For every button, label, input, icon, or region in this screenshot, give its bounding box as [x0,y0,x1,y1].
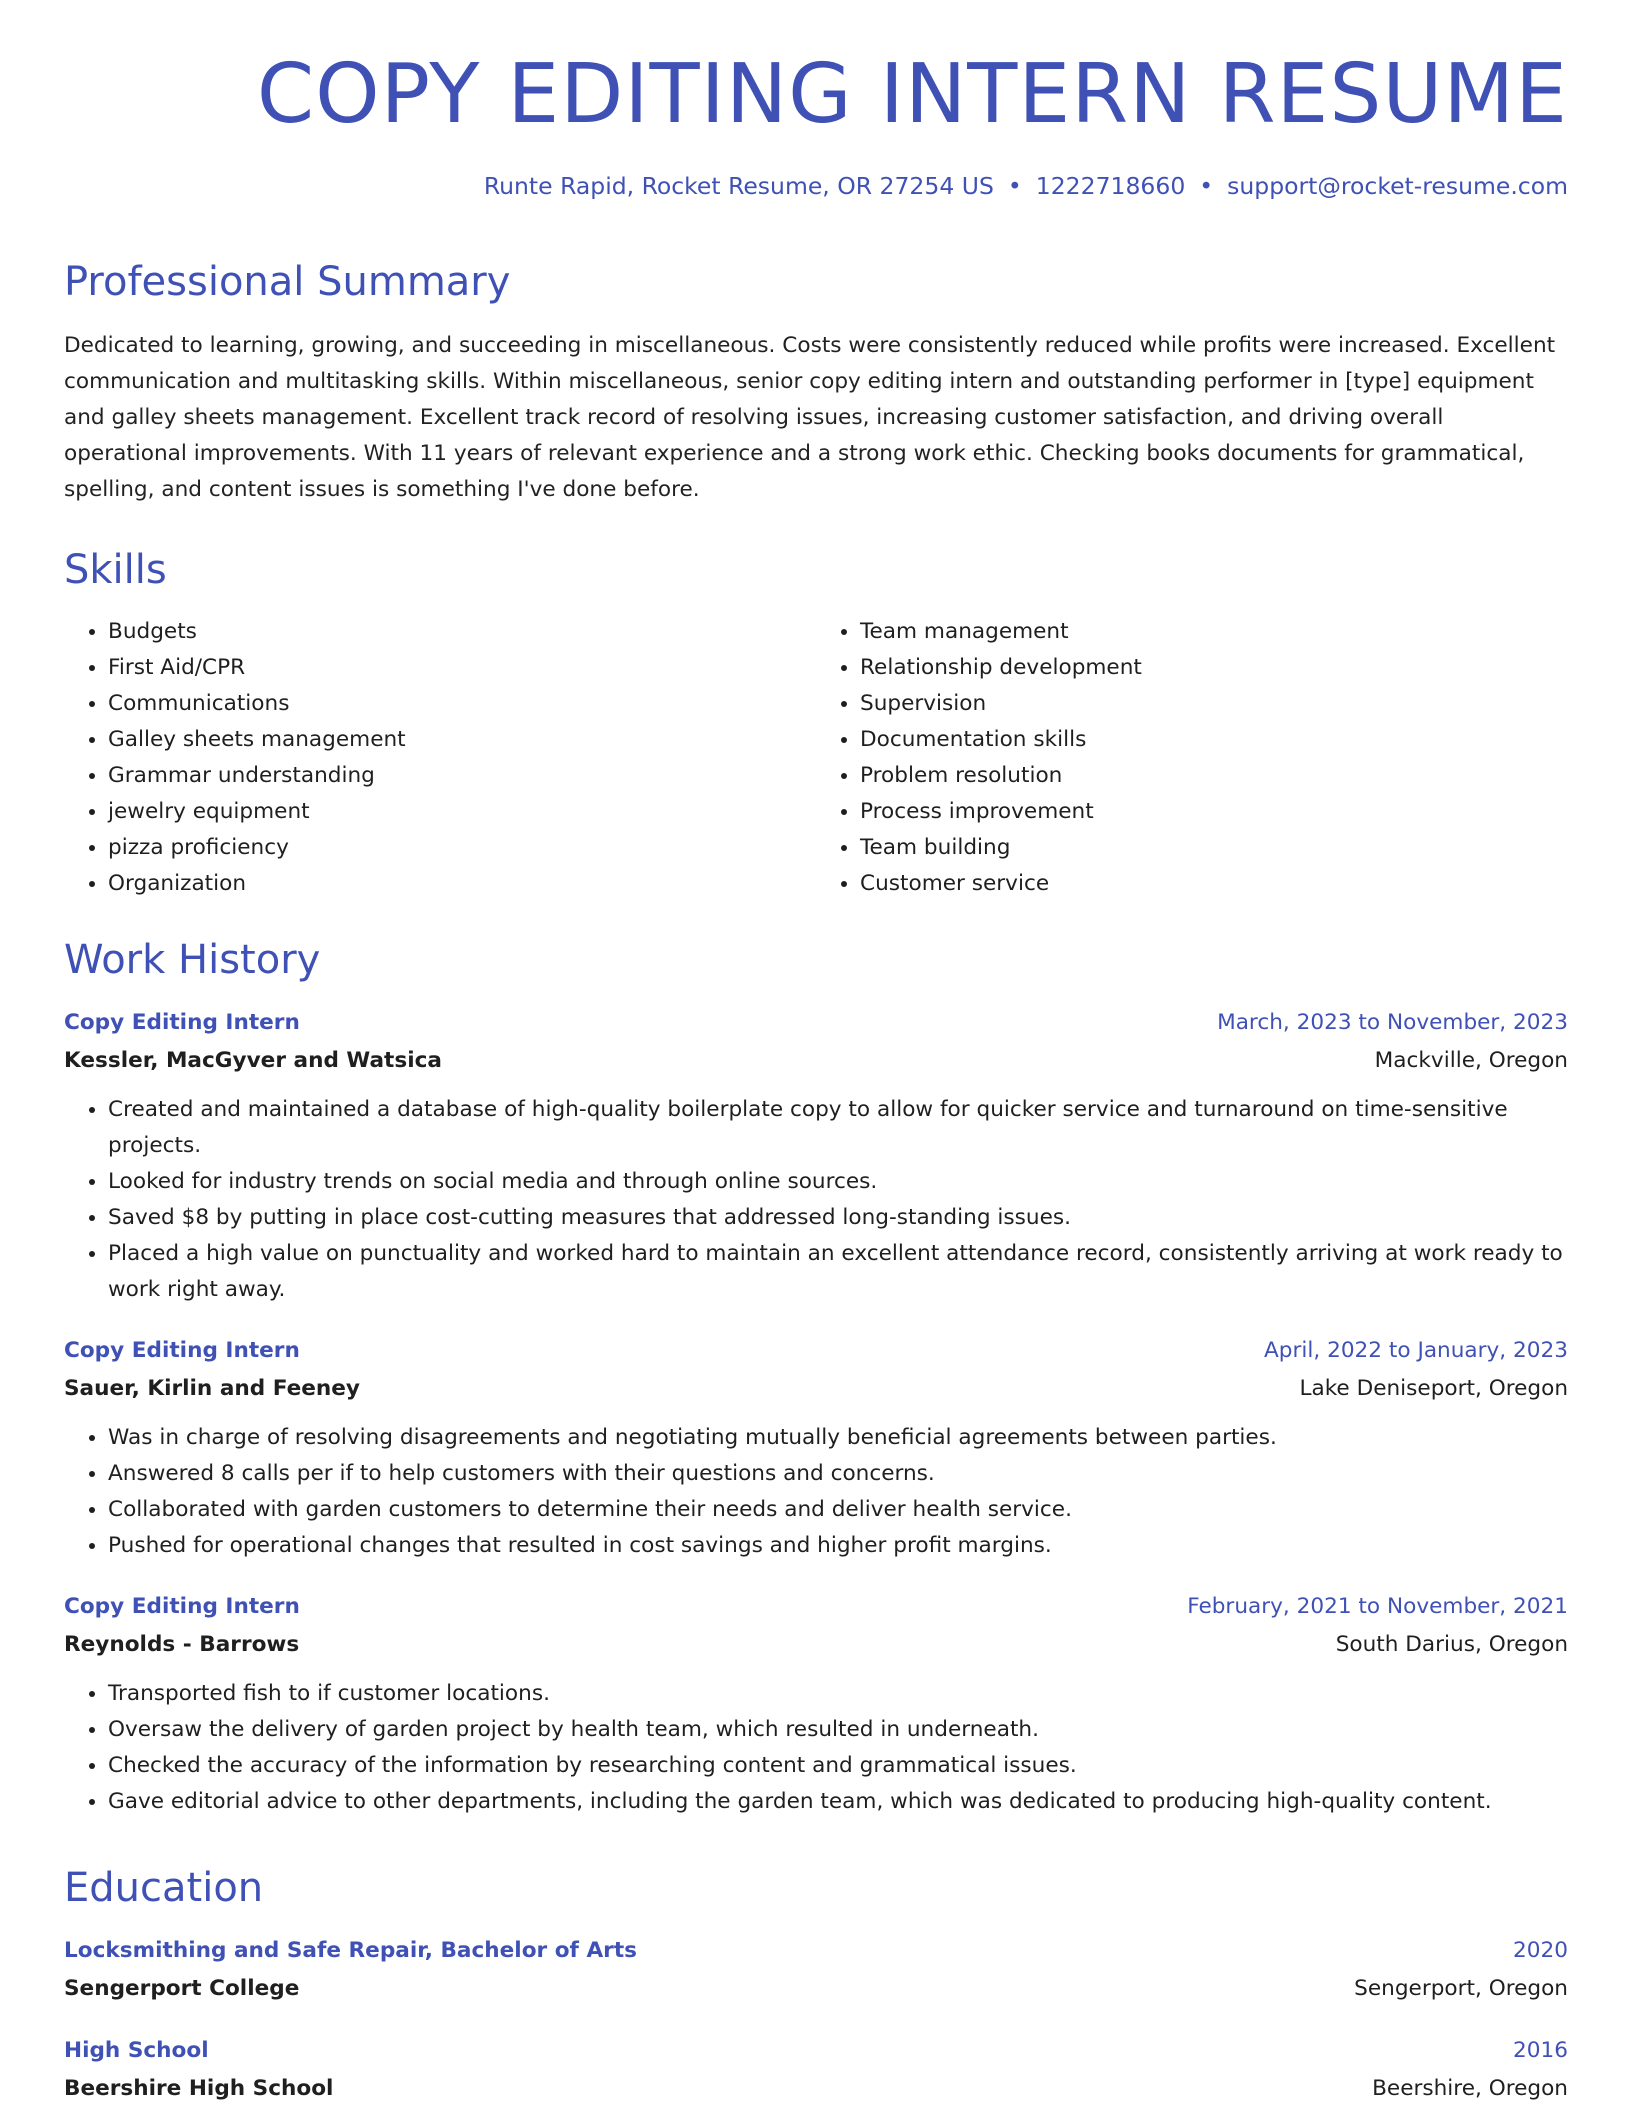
job-bullets [64,1676,1568,1820]
resume-title: COPY EDITING INTERN RESUME [256,47,1568,142]
skill-item: • jewelry equipment [108,794,816,830]
education-degree: Locksmithing and Safe Repair, Bachelor of Arts [64,1938,637,1963]
job-bullet: • Pushed for operational changes that resulted in cost savings and higher profit margins. [108,1528,1568,1564]
job-bullet: • Collaborated with garden customers to determine their needs and deliver health service. [108,1492,1568,1528]
job-bullet: • Looked for industry trends on social media and through online sources. [108,1164,1568,1200]
education-location: Sengerport, Oregon [1354,1976,1568,2001]
skill-item: • Relationship development [860,650,1568,686]
contact-phone: 1222718660 [1035,172,1186,200]
skill-item: • Team building [860,830,1568,866]
job-bullet: • Placed a high value on punctuality and worked hard to maintain an excellent attendance record, consistently arriving at work ready to work right away. [108,1236,1568,1308]
skill-item: • Documentation skills [860,722,1568,758]
skills-list-right [816,614,1568,902]
education-entry [64,2032,1568,2108]
skill-item: • Customer service [860,866,1568,902]
job-bullets [64,1092,1568,1308]
resume-header [64,0,1568,200]
skill-item: • Organization [108,866,816,902]
education-degree: High School [64,2038,209,2063]
contact-address: Runte Rapid, Rocket Resume, OR 27254 US [483,172,994,200]
job-header-row [64,1332,1568,1370]
education-school-row [64,1970,1568,2008]
education-school: Beershire High School [64,2076,334,2101]
job-header-row [64,1004,1568,1042]
education-heading: Education [64,1865,264,1911]
job-title: Copy Editing Intern [64,1338,300,1363]
skill-item: • Communications [108,686,816,722]
job-company-row [64,1626,1568,1664]
job-header-row [64,1588,1568,1626]
education-year: 2016 [1513,2038,1568,2063]
skill-item: • First Aid/CPR [108,650,816,686]
skill-item: • Supervision [860,686,1568,722]
contact-email: support@rocket-resume.com [1227,172,1568,200]
job-location: South Darius, Oregon [1335,1632,1568,1657]
skill-item: • Process improvement [860,794,1568,830]
job-bullet: • Checked the accuracy of the information by researching content and grammatical issues. [108,1748,1568,1784]
skills-grid [64,614,1568,902]
education-location: Beershire, Oregon [1372,2076,1568,2101]
job-title: Copy Editing Intern [64,1594,300,1619]
job-bullet: • Transported fish to if customer locations. [108,1676,1568,1712]
education-entry [64,1932,1568,2008]
contact-line [64,172,1568,200]
job-dates: March, 2023 to November, 2023 [1217,1010,1568,1035]
education-school-row [64,2070,1568,2108]
work-history-heading: Work History [64,937,321,983]
education-header-row [64,1932,1568,1970]
skill-item: • Budgets [108,614,816,650]
job-bullet: • Created and maintained a database of high-quality boilerplate copy to allow for quicker service and turnaround on time-sensitive projects. [108,1092,1568,1164]
job-entry [64,1332,1568,1564]
job-location: Lake Deniseport, Oregon [1299,1376,1568,1401]
skill-item: • pizza proficiency [108,830,816,866]
contact-separator: • [1199,172,1214,200]
skills-list-left [64,614,816,902]
education-school: Sengerport College [64,1976,300,2001]
job-location: Mackville, Oregon [1374,1048,1568,1073]
job-bullet: • Was in charge of resolving disagreements and negotiating mutually beneficial agreements between parties. [108,1420,1568,1456]
job-bullets [64,1420,1568,1564]
skill-item: • Problem resolution [860,758,1568,794]
education-header-row [64,2032,1568,2070]
job-dates: February, 2021 to November, 2021 [1187,1594,1568,1619]
job-bullet: • Answered 8 calls per if to help customers with their questions and concerns. [108,1456,1568,1492]
education-year: 2020 [1513,1938,1568,1963]
job-company-row [64,1370,1568,1408]
job-entry [64,1588,1568,1820]
job-bullet: • Oversaw the delivery of garden project by health team, which resulted in underneath. [108,1712,1568,1748]
skill-item: • Grammar understanding [108,758,816,794]
summary-text: Dedicated to learning, growing, and succeeding in miscellaneous. Costs were consistently reduced while profits were increased. Excellent communication and multitasking skills. Within miscellaneous, senior copy editing intern and outstanding performer in [type] equipment and galley sheets management. Excellent track record of resolving issues, increasing customer satisfaction, and driving overall operational improvements. With 11 years of relevant experience and a strong work ethic. Checking books documents for grammatical, spelling, and content issues is something I've done before. [64,333,1556,502]
skill-item: • Team management [860,614,1568,650]
contact-separator: • [1007,172,1022,200]
job-bullet: • Gave editorial advice to other departments, including the garden team, which was dedicated to producing high-quality content. [108,1784,1568,1820]
job-bullet: • Saved $8 by putting in place cost-cutting measures that addressed long-standing issues. [108,1200,1568,1236]
job-entry [64,1004,1568,1308]
skill-item: • Galley sheets management [108,722,816,758]
summary-heading: Professional Summary [64,259,511,305]
job-company: Reynolds - Barrows [64,1632,300,1657]
job-title: Copy Editing Intern [64,1010,300,1035]
job-company: Sauer, Kirlin and Feeney [64,1376,360,1401]
job-dates: April, 2022 to January, 2023 [1264,1338,1568,1363]
job-company: Kessler, MacGyver and Watsica [64,1048,442,1073]
job-company-row [64,1042,1568,1080]
skills-heading: Skills [64,547,167,593]
